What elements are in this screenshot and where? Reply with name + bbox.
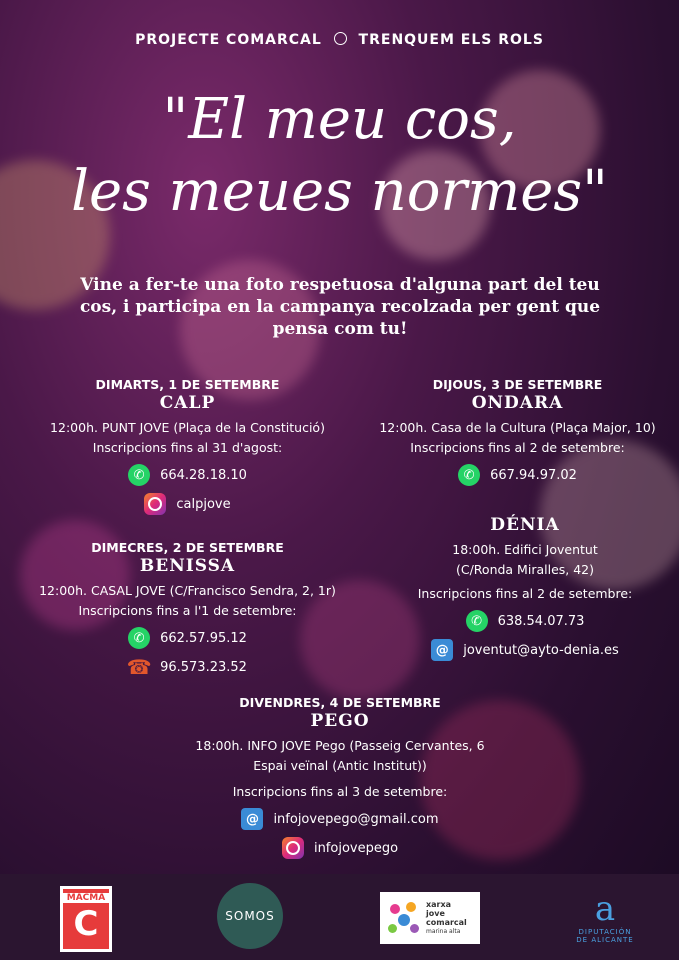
event-time: 18:00h. Edifici Joventut bbox=[452, 542, 598, 557]
diputacion-alicante-logo bbox=[560, 882, 650, 952]
instagram-handle: infojovepego bbox=[313, 840, 399, 856]
event-day: DIMECRES, 2 DE SETEMBRE bbox=[91, 540, 284, 555]
whatsapp-icon: ✆ bbox=[466, 610, 488, 632]
instagram-contact[interactable] bbox=[150, 836, 530, 860]
whatsapp-number: 667.94.97.02 bbox=[490, 467, 577, 483]
diputacion-line-1: DIPUTACIÓN bbox=[578, 928, 632, 936]
event-pego bbox=[150, 695, 530, 860]
macma-logo bbox=[60, 886, 112, 952]
whatsapp-icon: ✆ bbox=[128, 627, 150, 649]
event-time: 18:00h. INFO JOVE Pego (Passeig Cervantes, 6 bbox=[195, 738, 485, 753]
macma-label: MACMA bbox=[63, 893, 109, 903]
event-day: DIVENDRES, 4 DE SETEMBRE bbox=[239, 695, 441, 710]
event-address: Espai veïnal (Antic Institut)) bbox=[253, 758, 427, 773]
whatsapp-number: 662.57.95.12 bbox=[160, 630, 247, 646]
email-address: infojovepego@gmail.com bbox=[273, 811, 439, 827]
instagram-handle: calpjove bbox=[176, 496, 231, 512]
whatsapp-number: 664.28.18.10 bbox=[160, 467, 247, 483]
xarxa-jove-logo bbox=[380, 892, 480, 944]
title-line-1: "El meu cos, bbox=[162, 87, 517, 152]
somos-label: SOMOS bbox=[225, 909, 275, 923]
circle-icon bbox=[334, 32, 347, 45]
email-contact[interactable] bbox=[150, 807, 530, 831]
email-contact[interactable] bbox=[370, 638, 679, 662]
diputacion-line-2: DE ALICANTE bbox=[576, 936, 634, 944]
diputacion-emblem-icon: a bbox=[594, 889, 616, 929]
event-address: (C/Ronda Miralles, 42) bbox=[455, 562, 594, 577]
xarxa-line-4: marina alta bbox=[426, 928, 461, 935]
instagram-icon bbox=[144, 493, 166, 515]
sponsors-footer bbox=[0, 874, 679, 960]
campaign-header bbox=[0, 32, 679, 48]
email-icon: @ bbox=[431, 639, 453, 661]
xarxa-line-2: jove bbox=[426, 909, 445, 918]
event-deadline: Inscripcions fins al 31 d'agost: bbox=[92, 440, 283, 455]
event-town: PEGO bbox=[310, 711, 370, 731]
event-town: CALP bbox=[159, 393, 216, 413]
event-town: BENISSA bbox=[139, 556, 236, 576]
event-denia bbox=[370, 515, 679, 662]
whatsapp-contact[interactable] bbox=[355, 463, 679, 487]
event-day: DIMARTS, 1 DE SETEMBRE bbox=[95, 377, 280, 392]
phone-number: 96.573.23.52 bbox=[160, 659, 247, 675]
instagram-contact[interactable] bbox=[20, 492, 355, 516]
xarxa-line-3: comarcal bbox=[426, 918, 467, 927]
event-town: ONDARA bbox=[471, 393, 564, 413]
whatsapp-contact[interactable] bbox=[370, 609, 679, 633]
event-benissa bbox=[20, 540, 355, 679]
whatsapp-icon: ✆ bbox=[128, 464, 150, 486]
email-address: joventut@ayto-denia.es bbox=[463, 642, 619, 658]
title-line-2: les meues normes" bbox=[71, 159, 608, 224]
phone-contact[interactable] bbox=[20, 655, 355, 679]
xarxa-line-1: xarxa bbox=[426, 900, 452, 909]
event-town: DÉNIA bbox=[490, 515, 560, 535]
phone-icon: ☎ bbox=[126, 655, 152, 679]
event-calp bbox=[20, 377, 355, 516]
event-deadline: Inscripcions fins al 3 de setembre: bbox=[232, 784, 448, 799]
event-deadline: Inscripcions fins al 2 de setembre: bbox=[410, 440, 625, 455]
event-time: 12:00h. PUNT JOVE (Plaça de la Constitució) bbox=[50, 420, 325, 435]
event-day: DIJOUS, 3 DE SETEMBRE bbox=[432, 377, 603, 392]
macma-letter: C bbox=[73, 904, 99, 944]
whatsapp-contact[interactable] bbox=[20, 463, 355, 487]
event-deadline: Inscripcions fins al 2 de setembre: bbox=[417, 586, 633, 601]
intro-text: Vine a fer-te una foto respetuosa d'alguna part del teu cos, i participa en la campanya recolzada per gent que pensa com tu! bbox=[79, 275, 601, 339]
header-left: PROJECTE COMARCAL bbox=[135, 32, 322, 48]
event-deadline: Inscripcions fins a l'1 de setembre: bbox=[78, 603, 297, 618]
event-time: 12:00h. CASAL JOVE (C/Francisco Sendra, 2, 1r) bbox=[39, 583, 336, 598]
somos-logo bbox=[217, 883, 283, 949]
event-time: 12:00h. Casa de la Cultura (Plaça Major, 10) bbox=[379, 420, 656, 435]
whatsapp-contact[interactable] bbox=[20, 626, 355, 650]
whatsapp-icon: ✆ bbox=[458, 464, 480, 486]
event-ondara bbox=[355, 377, 679, 487]
header-right: TRENQUEM ELS ROLS bbox=[358, 32, 544, 48]
xarxa-icon bbox=[386, 900, 422, 936]
instagram-icon bbox=[282, 837, 304, 859]
whatsapp-number: 638.54.07.73 bbox=[497, 613, 585, 629]
email-icon: @ bbox=[241, 808, 263, 830]
